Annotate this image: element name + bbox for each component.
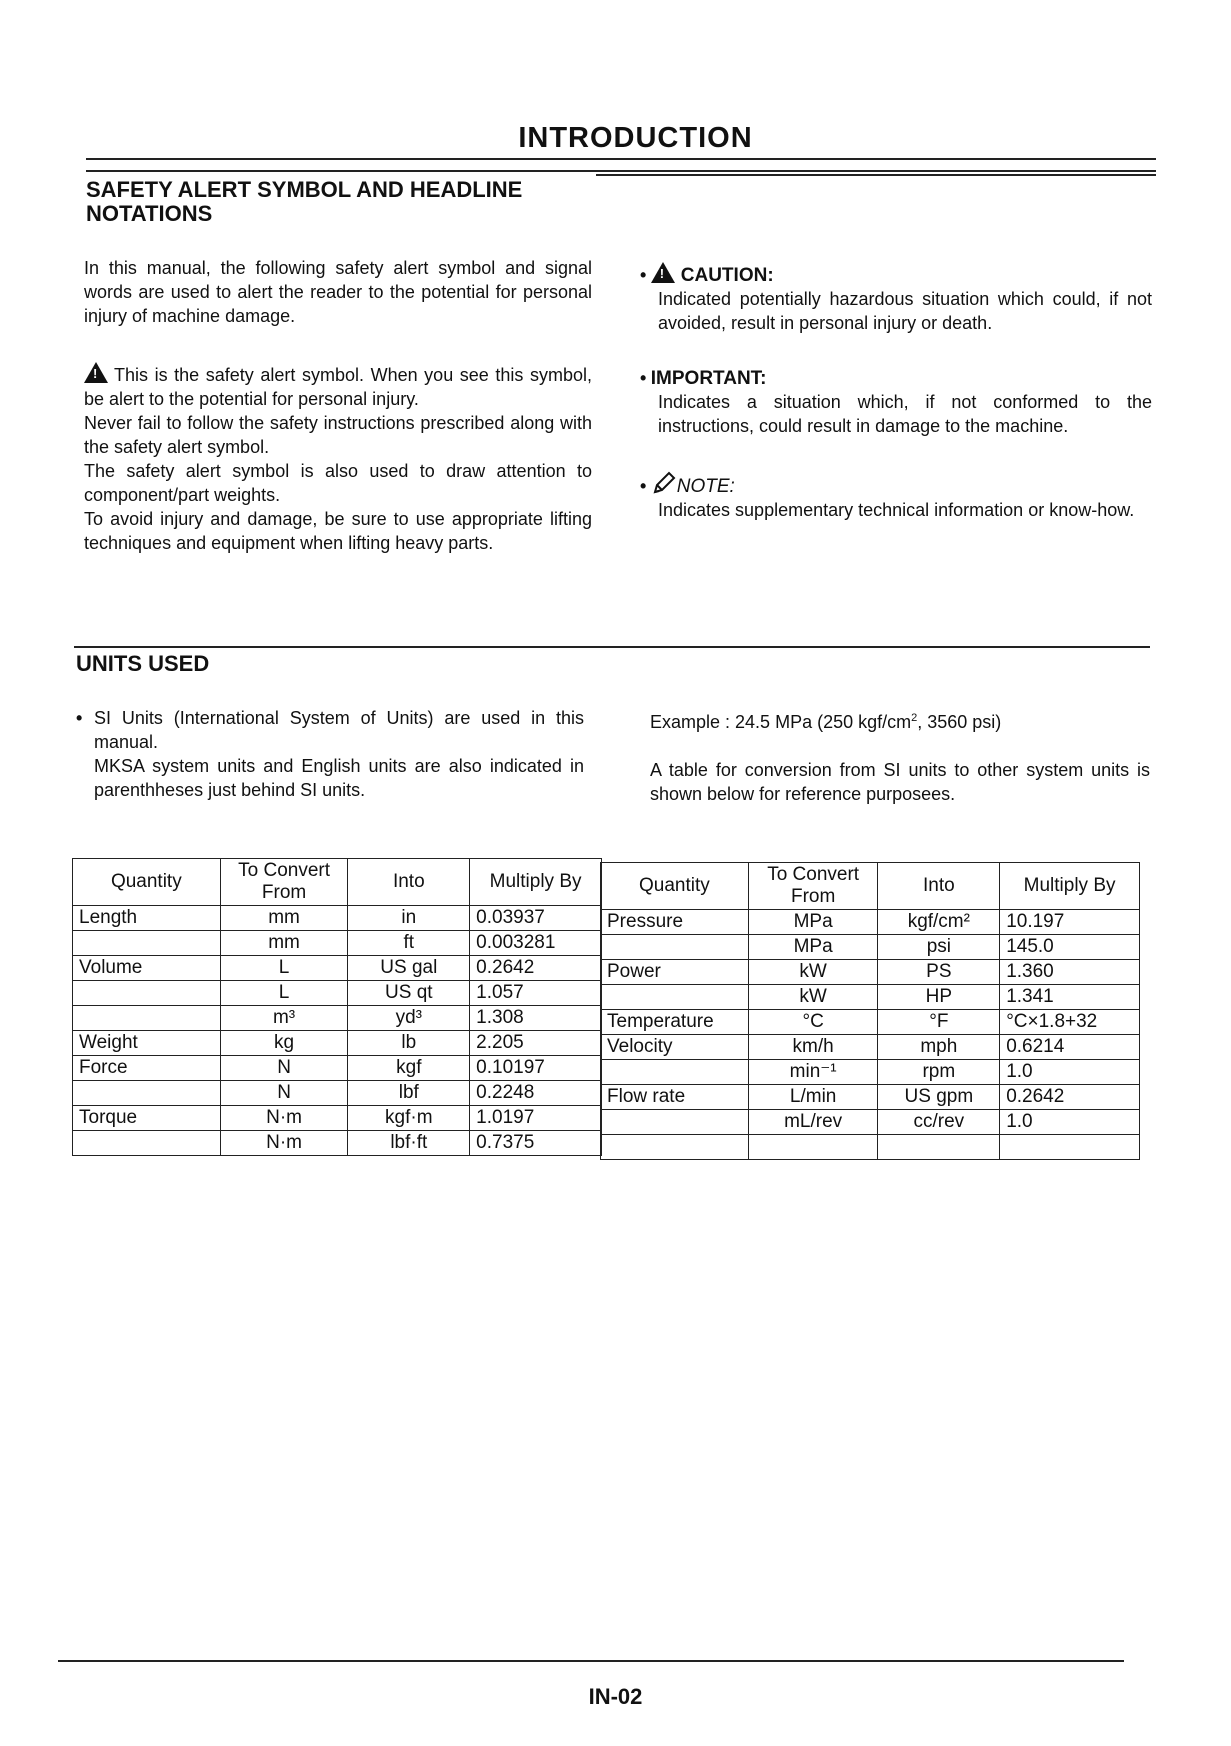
header-into: Into	[348, 859, 470, 906]
page-title: INTRODUCTION	[518, 122, 753, 154]
table-row	[601, 1135, 1140, 1160]
cell-quantity	[601, 935, 749, 960]
cell-multiply: 1.057	[470, 981, 602, 1006]
cell-into: kgf/cm²	[878, 910, 1000, 935]
cell-quantity	[601, 1110, 749, 1135]
cell-multiply: 0.2642	[1000, 1085, 1140, 1110]
cell-into: HP	[878, 985, 1000, 1010]
cell-into: ft	[348, 931, 470, 956]
page-number: IN-02	[588, 1684, 643, 1709]
cell-from	[748, 1135, 878, 1160]
cell-into: rpm	[878, 1060, 1000, 1085]
header-from: To Convert From	[220, 859, 348, 906]
table-row	[73, 906, 602, 931]
symbol-paragraph-4: To avoid injury and damage, be sure to use appropriate lifting techniques and equipment when lifting heavy parts.	[84, 509, 592, 553]
cell-into: in	[348, 906, 470, 931]
footer-rule	[58, 1660, 1124, 1662]
cell-multiply: 1.360	[1000, 960, 1140, 985]
safety-heading-line2: NOTATIONS	[86, 201, 213, 226]
important-block: • IMPORTANT: Indicates a situation which, if not conformed to the instructions, could result in damage to the machine.	[640, 368, 1152, 436]
units-heading: UNITS USED	[76, 651, 210, 676]
header-multiply: Multiply By	[470, 859, 602, 906]
si-units-block: • SI Units (International System of Units) are used in this manual. MKSA system units and English units are also indicated in parenthheses just behind SI units.	[76, 708, 584, 800]
cell-into: kgf·m	[348, 1106, 470, 1131]
cell-multiply: 2.205	[470, 1031, 602, 1056]
table-row	[73, 931, 602, 956]
header-from: To Convert From	[748, 863, 878, 910]
cell-into: lbf·ft	[348, 1131, 470, 1156]
section-divider	[74, 646, 1150, 648]
table-row	[601, 960, 1140, 985]
example-sup: 2	[911, 712, 918, 724]
safety-intro	[84, 256, 592, 328]
table-row	[601, 1035, 1140, 1060]
conversion-table-left	[72, 858, 602, 1156]
header-multiply: Multiply By	[1000, 863, 1140, 910]
cell-quantity	[73, 1131, 221, 1156]
cell-quantity: Weight	[73, 1031, 221, 1056]
table-row	[601, 910, 1140, 935]
cell-quantity	[601, 1135, 749, 1160]
cell-multiply: 10.197	[1000, 910, 1140, 935]
important-label: IMPORTANT:	[650, 368, 767, 389]
table-row	[73, 1131, 602, 1156]
cell-from: N	[220, 1056, 348, 1081]
caution-text: Indicated potentially hazardous situation which could, if not avoided, result in personal injury or death.	[658, 289, 1152, 333]
cell-from: kg	[220, 1031, 348, 1056]
cell-into: cc/rev	[878, 1110, 1000, 1135]
cell-from: mL/rev	[748, 1110, 878, 1135]
cell-quantity: Torque	[73, 1106, 221, 1131]
table-row	[601, 1060, 1140, 1085]
cell-into: kgf	[348, 1056, 470, 1081]
cell-into: mph	[878, 1035, 1000, 1060]
cell-multiply: 0.6214	[1000, 1035, 1140, 1060]
cell-from: L/min	[748, 1085, 878, 1110]
cell-from: N·m	[220, 1131, 348, 1156]
cell-from: L	[220, 956, 348, 981]
table-note: A table for conversion from SI units to other system units is shown below for reference purposees.	[650, 760, 1150, 804]
example-prefix: Example : 24.5 MPa (250 kgf/cm	[650, 712, 912, 732]
table-row	[73, 956, 602, 981]
table-row	[601, 985, 1140, 1010]
cell-multiply: 1.0	[1000, 1110, 1140, 1135]
cell-quantity: Temperature	[601, 1010, 749, 1035]
cell-from: kW	[748, 985, 878, 1010]
table-header-row	[601, 863, 1140, 910]
table-row	[601, 1010, 1140, 1035]
cell-from: L	[220, 981, 348, 1006]
example-text	[650, 710, 1150, 734]
cell-from: MPa	[748, 910, 878, 935]
cell-quantity	[73, 1006, 221, 1031]
cell-multiply: 0.2248	[470, 1081, 602, 1106]
cell-multiply: 0.10197	[470, 1056, 602, 1081]
table-row	[73, 1081, 602, 1106]
cell-multiply: 145.0	[1000, 935, 1140, 960]
cell-into: US gpm	[878, 1085, 1000, 1110]
table-row	[73, 1106, 602, 1131]
cell-multiply: 1.0	[1000, 1060, 1140, 1085]
cell-multiply: 0.03937	[470, 906, 602, 931]
cell-quantity: Pressure	[601, 910, 749, 935]
safety-heading-line1: SAFETY ALERT SYMBOL AND HEADLINE	[86, 177, 523, 202]
cell-multiply	[1000, 1135, 1140, 1160]
cell-from: mm	[220, 931, 348, 956]
cell-multiply: °C×1.8+32	[1000, 1010, 1140, 1035]
caution-block: • ! CAUTION: Indicated potentially hazardous situation which could, if not avoided, result in personal injury or death.	[640, 262, 1152, 335]
table-row	[73, 981, 602, 1006]
safety-intro-text: In this manual, the following safety alert symbol and signal words are used to alert the reader to the potential for personal injury of machine damage.	[84, 258, 592, 326]
important-text: Indicates a situation which, if not conformed to the instructions, could result in damage to the machine.	[658, 392, 1152, 436]
cell-quantity	[73, 1081, 221, 1106]
si-text-2: MKSA system units and English units are also indicated in parenthheses just behind SI units.	[94, 756, 584, 800]
conversion-table-right	[600, 862, 1140, 1160]
cell-from: N	[220, 1081, 348, 1106]
header-rule	[86, 170, 1156, 172]
cell-into	[878, 1135, 1000, 1160]
cell-into: yd³	[348, 1006, 470, 1031]
cell-from: N·m	[220, 1106, 348, 1131]
caution-label: CAUTION:	[680, 265, 774, 286]
table-row	[601, 1110, 1140, 1135]
header-into: Into	[878, 863, 1000, 910]
cell-quantity	[601, 985, 749, 1010]
header-quantity: Quantity	[73, 859, 221, 906]
warning-triangle-icon	[84, 362, 108, 383]
cell-from: m³	[220, 1006, 348, 1031]
cell-from: km/h	[748, 1035, 878, 1060]
cell-quantity: Velocity	[601, 1035, 749, 1060]
cell-multiply: 0.003281	[470, 931, 602, 956]
safety-heading	[86, 178, 646, 226]
cell-quantity: Length	[73, 906, 221, 931]
cell-into: psi	[878, 935, 1000, 960]
symbol-paragraph-2: Never fail to follow the safety instructions prescribed along with the safety alert symbol.	[84, 413, 592, 457]
si-text-1: SI Units (International System of Units) are used in this manual.	[94, 708, 584, 752]
cell-quantity	[73, 931, 221, 956]
note-block: • NOTE: Indicates supplementary technical information or know-how.	[640, 470, 1152, 522]
cell-multiply: 0.7375	[470, 1131, 602, 1156]
header-rule	[596, 174, 1156, 176]
cell-into: lbf	[348, 1081, 470, 1106]
table-row	[601, 1085, 1140, 1110]
cell-from: kW	[748, 960, 878, 985]
safety-symbol-block	[84, 362, 592, 555]
cell-quantity	[601, 1060, 749, 1085]
symbol-paragraph-1: This is the safety alert symbol. When you see this symbol, be alert to the potential for personal injury.	[84, 365, 592, 409]
cell-quantity: Volume	[73, 956, 221, 981]
cell-from: MPa	[748, 935, 878, 960]
table-row	[73, 1031, 602, 1056]
cell-quantity: Force	[73, 1056, 221, 1081]
cell-quantity: Flow rate	[601, 1085, 749, 1110]
table-row	[601, 935, 1140, 960]
table-header-row	[73, 859, 602, 906]
table-row	[73, 1056, 602, 1081]
cell-into: US qt	[348, 981, 470, 1006]
example-suffix: , 3560 psi)	[917, 712, 1002, 732]
header-rule	[86, 158, 1156, 160]
cell-quantity	[73, 981, 221, 1006]
cell-quantity: Power	[601, 960, 749, 985]
cell-from: mm	[220, 906, 348, 931]
note-text: Indicates supplementary technical information or know-how.	[658, 500, 1135, 520]
cell-multiply: 1.341	[1000, 985, 1140, 1010]
pencil-icon	[651, 470, 677, 496]
table-row	[73, 1006, 602, 1031]
warning-triangle-icon	[651, 262, 675, 283]
symbol-paragraph-3: The safety alert symbol is also used to draw attention to component/part weights.	[84, 461, 592, 505]
cell-into: lb	[348, 1031, 470, 1056]
header-quantity: Quantity	[601, 863, 749, 910]
cell-from: min⁻¹	[748, 1060, 878, 1085]
cell-into: PS	[878, 960, 1000, 985]
cell-from: °C	[748, 1010, 878, 1035]
cell-into: °F	[878, 1010, 1000, 1035]
cell-multiply: 1.0197	[470, 1106, 602, 1131]
cell-into: US gal	[348, 956, 470, 981]
cell-multiply: 1.308	[470, 1006, 602, 1031]
note-label: NOTE:	[676, 476, 735, 497]
cell-multiply: 0.2642	[470, 956, 602, 981]
